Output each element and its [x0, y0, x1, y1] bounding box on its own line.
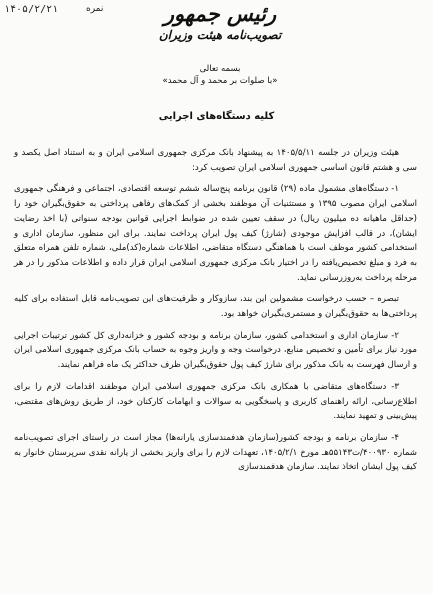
clause-2-paragraph: ۲- سازمان اداری و استخدامی کشور، سازمان برنامه و بودجه کشور و خزانه‌داری کل کشور ترتیبات اجرایی مورد نیاز برای تأمین و تخصیص منابع، درخواست وجه و واریز وجوه به حساب بانک مرکزی جمهوری اسلامی ایران و ارسال فهرست به بانک مذکور برای شارژ کیف پول حقوق‌بگیران ظرف حداکثر یک ماه فراهم نمایند.: [14, 330, 417, 371]
basmala: [150, 63, 290, 87]
clause-3-paragraph: ۳- دستگاه‌های متقاضی با همکاری بانک مرکزی جمهوری اسلامی ایران موظفند اقدامات لازم را برای اطلاع‌رسانی، ارائه راهنمای کاربری و پاسخگویی به سوالات و ابهامات کارکنان خود، از طریق روش‌های مقتضی، پیش‌بینی و تمهید نمایند.: [14, 381, 417, 422]
addressee: کلیه دستگاه‌های اجرایی: [158, 111, 275, 122]
intro-paragraph: هیئت وزیران در جلسه ۱۴۰۵/۵/۱۱ به پیشنهاد بانک مرکزی جمهوری اسلامی ایران و به استناد اصل یکصد و سی و هشتم قانون اساسی جمهوری اسلامی ایران تصویب کرد:: [14, 148, 417, 173]
document-body: [14, 146, 417, 475]
clause-1-paragraph: ۱- دستگاه‌های مشمول ماده (۲۹) قانون برنامه پنج‌ساله ششم توسعه اقتصادی، اجتماعی و فرهنگی جمهوری اسلامی ایران مصوب ۱۳۹۵ و مستثنیات آن موظفند بخشی از کمک‌های رفاهی پرداختی به حقوق‌بگیران خود را (حداقل ماهیانه ده میلیون ریال) در سقف تعیین شده در ضوابط اجرایی قوانین بودجه سنواتی (با اخذ رضایت ایشان)، در قالب افزایش موجودی (شارژ) کیف پول ایران پرداخت نمایند. برای این منظور، سازمان اداری و استخدامی کشور موظف است با هماهنگی دستگاه متقاضی، اطلاعات شماره(کد)ملی، شماره تلفن همراه متعلق به فرد و مبلغ تخصیص‌یافته را در اختیار بانک مرکزی جمهوری اسلامی ایران قرار داده و اطلاعات مذکور را در هر مرحله پرداخت به‌روزرسانی نماید.: [14, 184, 418, 283]
letterhead-subtitle: تصویب‌نامه هیئت وزیران: [158, 28, 282, 42]
salutation-line: «با صلوات بر محمد و آل محمد»: [162, 76, 278, 86]
letter-number-label: نمره: [86, 4, 104, 14]
letter-number: ۱۴۰۵/۲/۲۱: [4, 4, 59, 15]
basmala-line: بسمه تعالی: [199, 64, 241, 74]
clause-4-paragraph: ۴- سازمان برنامه و بودجه کشور(سازمان هدفمندسازی یارانه‌ها) مجاز است در راستای اجرای تصویب‌نامه شماره ۴۰۰۹۳۰/ت۵۵۱۴۳هـ مورخ ۱۴۰۵/۲/۱، تعهدات لازم را برای واریز بخشی از یارانه نقدی سرپرستان خانوار به کیف پول ایشان اتخاذ نمایند. سازمان هدفمندسازی: [14, 432, 417, 473]
letterhead: [120, 0, 320, 42]
letterhead-title: رئیس جمهور: [163, 1, 277, 26]
note-paragraph: تبصره – حسب درخواست مشمولین این بند، سازوکار و ظرفیت‌های این تصویب‌نامه قابل استفاده برای کلیه پرداختی‌ها به حقوق‌بگیران و مستمری‌بگیران خواهد بود.: [14, 294, 417, 320]
